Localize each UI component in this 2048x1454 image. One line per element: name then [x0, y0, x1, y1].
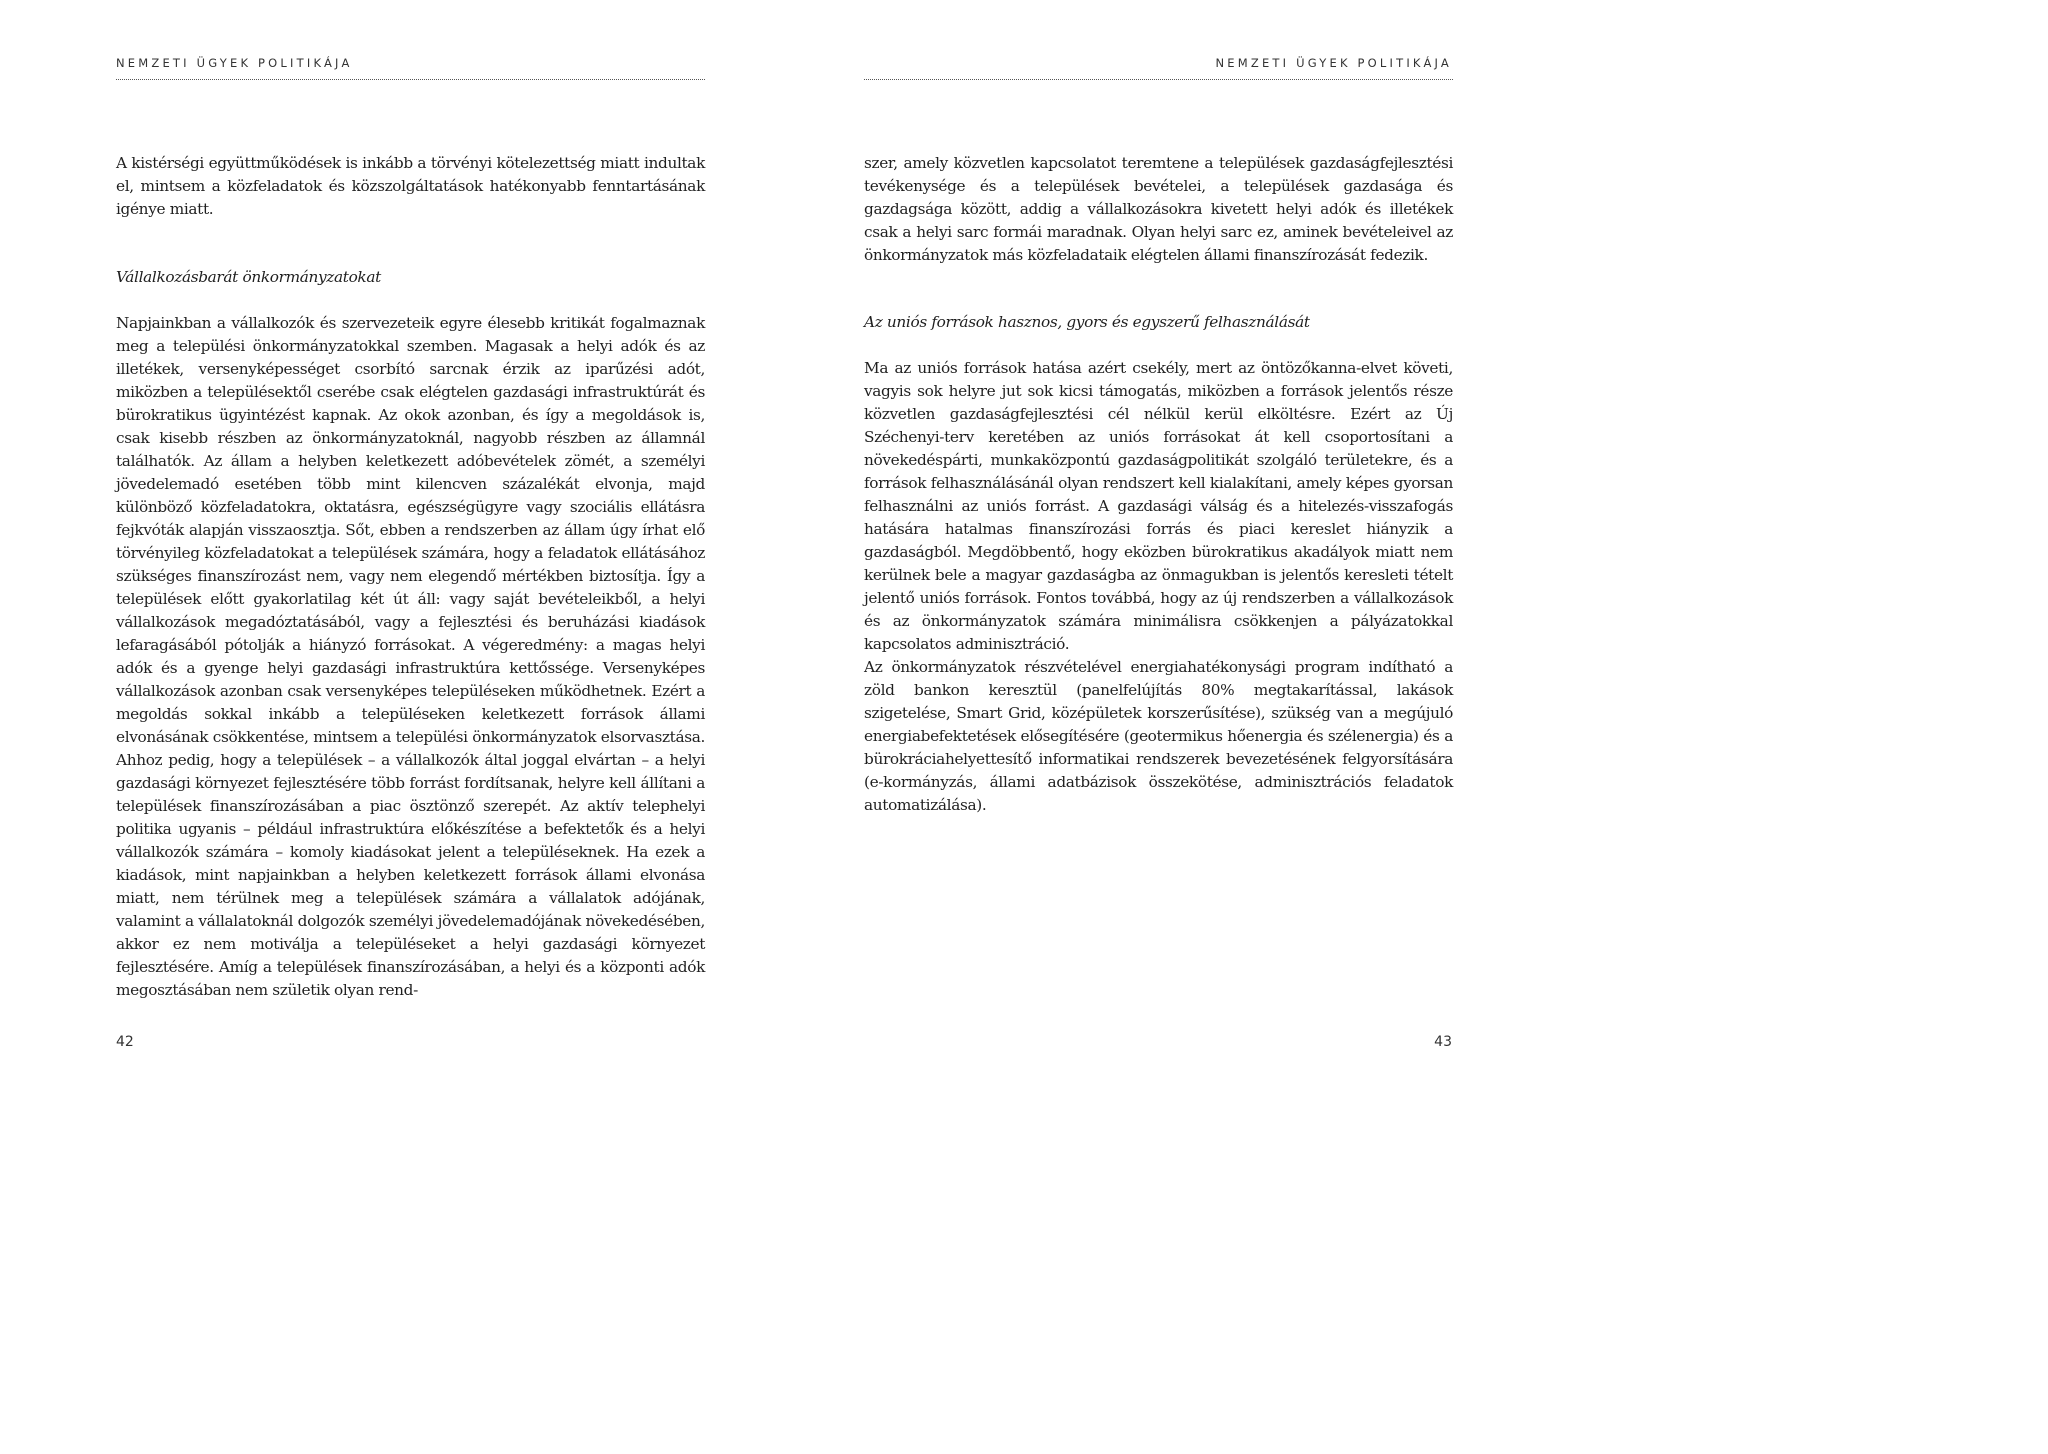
running-head: NEMZETI ÜGYEK POLITIKÁJA	[116, 56, 353, 70]
page-number: 42	[116, 1034, 134, 1050]
section-heading: Az uniós források hasznos, gyors és egyszerű felhasználását	[864, 313, 1310, 331]
page-number: 43	[1434, 1034, 1452, 1050]
running-head: NEMZETI ÜGYEK POLITIKÁJA	[1215, 56, 1452, 70]
section-heading: Vállalkozásbarát önkormányzatokat	[116, 268, 381, 286]
header-rule	[864, 79, 1453, 80]
paragraph-2: Az önkormányzatok részvételével energiahatékonysági program indítható a zöld bankon keresztül (panelfelújítás 80% megtakarítással, lakások szigetelése, Smart Grid, középületek korszerűsítése), szükség van a megújuló energiabefektetések elősegítésére (geotermikus hőenergia és szélenergia) és a bürokráciahelyettesítő informatikai rendszerek bevezetésének felgyorsítására (e-kormányzás, állami adatbázisok összekötése, adminisztrációs feladatok automatizálása).	[864, 658, 1453, 814]
paragraph-1: Ma az uniós források hatása azért csekély, mert az öntözőkanna-elvet követi, vagyis sok helyre jut sok kicsi támogatás, miközben a források jelentős része közvetlen gazdaságfejlesztési cél nélkül kerül elköltésre. Ezért az Új Széchenyi-terv keretében az uniós forrásokat át kell csoportosítani a növekedéspárti, munkaközpontú gazdaságpolitikát szolgáló területekre, és a források felhasználásánál olyan rendszert kell kialakítani, amely képes gyorsan felhasználni az uniós forrást. A gazdasági válság és a hitelezés-visszafogás hatására hatalmas finanszírozási forrás és piaci kereslet hiányzik a gazdaságból. Megdöbbentő, hogy eközben bürokratikus akadályok miatt nem kerülnek bele a magyar gazdaságba az önmagukban is jelentős keresleti tételt jelentő uniós források. Fontos továbbá, hogy az új rendszerben a vállalkozások és az önkormányzatok számára minimálisra csökkenjen a pályázatokkal kapcsolatos adminisztráció.	[864, 359, 1453, 653]
header-rule	[116, 79, 705, 80]
intro-paragraph: A kistérségi együttműködések is inkább a törvényi kötelezettség miatt indultak el, mintsem a közfeladatok és közszolgáltatások hatékonyabb fenntartásának igénye miatt.	[116, 154, 705, 218]
body-paragraph: Napjainkban a vállalkozók és szervezeteik egyre élesebb kritikát fogalmaznak meg a települési önkormányzatokkal szemben. Magasak a helyi adók és az illetékek, versenyképességet csorbító sarcnak érzik az iparűzési adót, miközben a településektől cserébe csak elégtelen gazdasági infrastruktúrát és bürokratikus ügyintézést kapnak. Az okok azonban, és így a megoldások is, csak kisebb részben az önkormányzatoknál, nagyobb részben az államnál találhatók. Az állam a helyben keletkezett adóbevételek zömét, a személyi jövedelemadó esetében több mint kilencven százalékát elvonja, majd különböző közfeladatokra, oktatásra, egészségügyre vagy szociális ellátásra fejkvóták alapján visszaosztja. Sőt, ebben a rendszerben az állam úgy írhat elő törvényileg közfeladatokat a települések számára, hogy a feladatok ellátásához szükséges finanszírozást nem, vagy nem elegendő mértékben biztosítja. Így a települések előtt gyakorlatilag két út áll: vagy saját bevételeikből, a helyi vállalkozások megadóztatásából, vagy a fejlesztési és beruházási kiadások lefaragásából pótolják a hiányzó forrásokat. A végeredmény: a magas helyi adók és a gyenge helyi gazdasági infrastruktúra kettőssége. Versenyképes vállalkozások azonban csak versenyképes településeken működhetnek. Ezért a megoldás sokkal inkább a településeken keletkezett források állami elvonásának csökkentése, mintsem a települési önkormányzatok elsorvasztása. Ahhoz pedig, hogy a települések – a vállalkozók által joggal elvártan – a helyi gazdasági környezet fejlesztésére több forrást fordítsanak, helyre kell állítani a települések finanszírozásában a piac ösztönző szerepét. Az aktív telephelyi politika ugyanis – például infrastruktúra előkészítése a befektetők és a helyi vállalkozók számára – komoly kiadásokat jelent a településeknek. Ha ezek a kiadások, mint napjainkban a helyben keletkezett források állami elvonása miatt, nem térülnek meg a települések számára a vállalatok adójának, valamint a vállalatoknál dolgozók személyi jövedelemadójának növekedésében, akkor ez nem motiválja a településeket a helyi gazdasági környezet fejlesztésére. Amíg a települések finanszírozásában, a helyi és a központi adók megosztásában nem születik olyan rend-	[116, 314, 705, 999]
right-page	[784, 0, 1568, 1113]
left-page	[0, 0, 784, 1113]
continuation-paragraph: szer, amely közvetlen kapcsolatot teremtene a települések gazdaságfejlesztési tevékenysége és a települések bevételei, a települések gazdasága és gazdagsága között, addig a vállalkozásokra kivetett helyi adók és illetékek csak a helyi sarc formái maradnak. Olyan helyi sarc ez, aminek bevételeivel az önkormányzatok más közfeladataik elégtelen állami finanszírozását fedezik.	[864, 154, 1453, 264]
